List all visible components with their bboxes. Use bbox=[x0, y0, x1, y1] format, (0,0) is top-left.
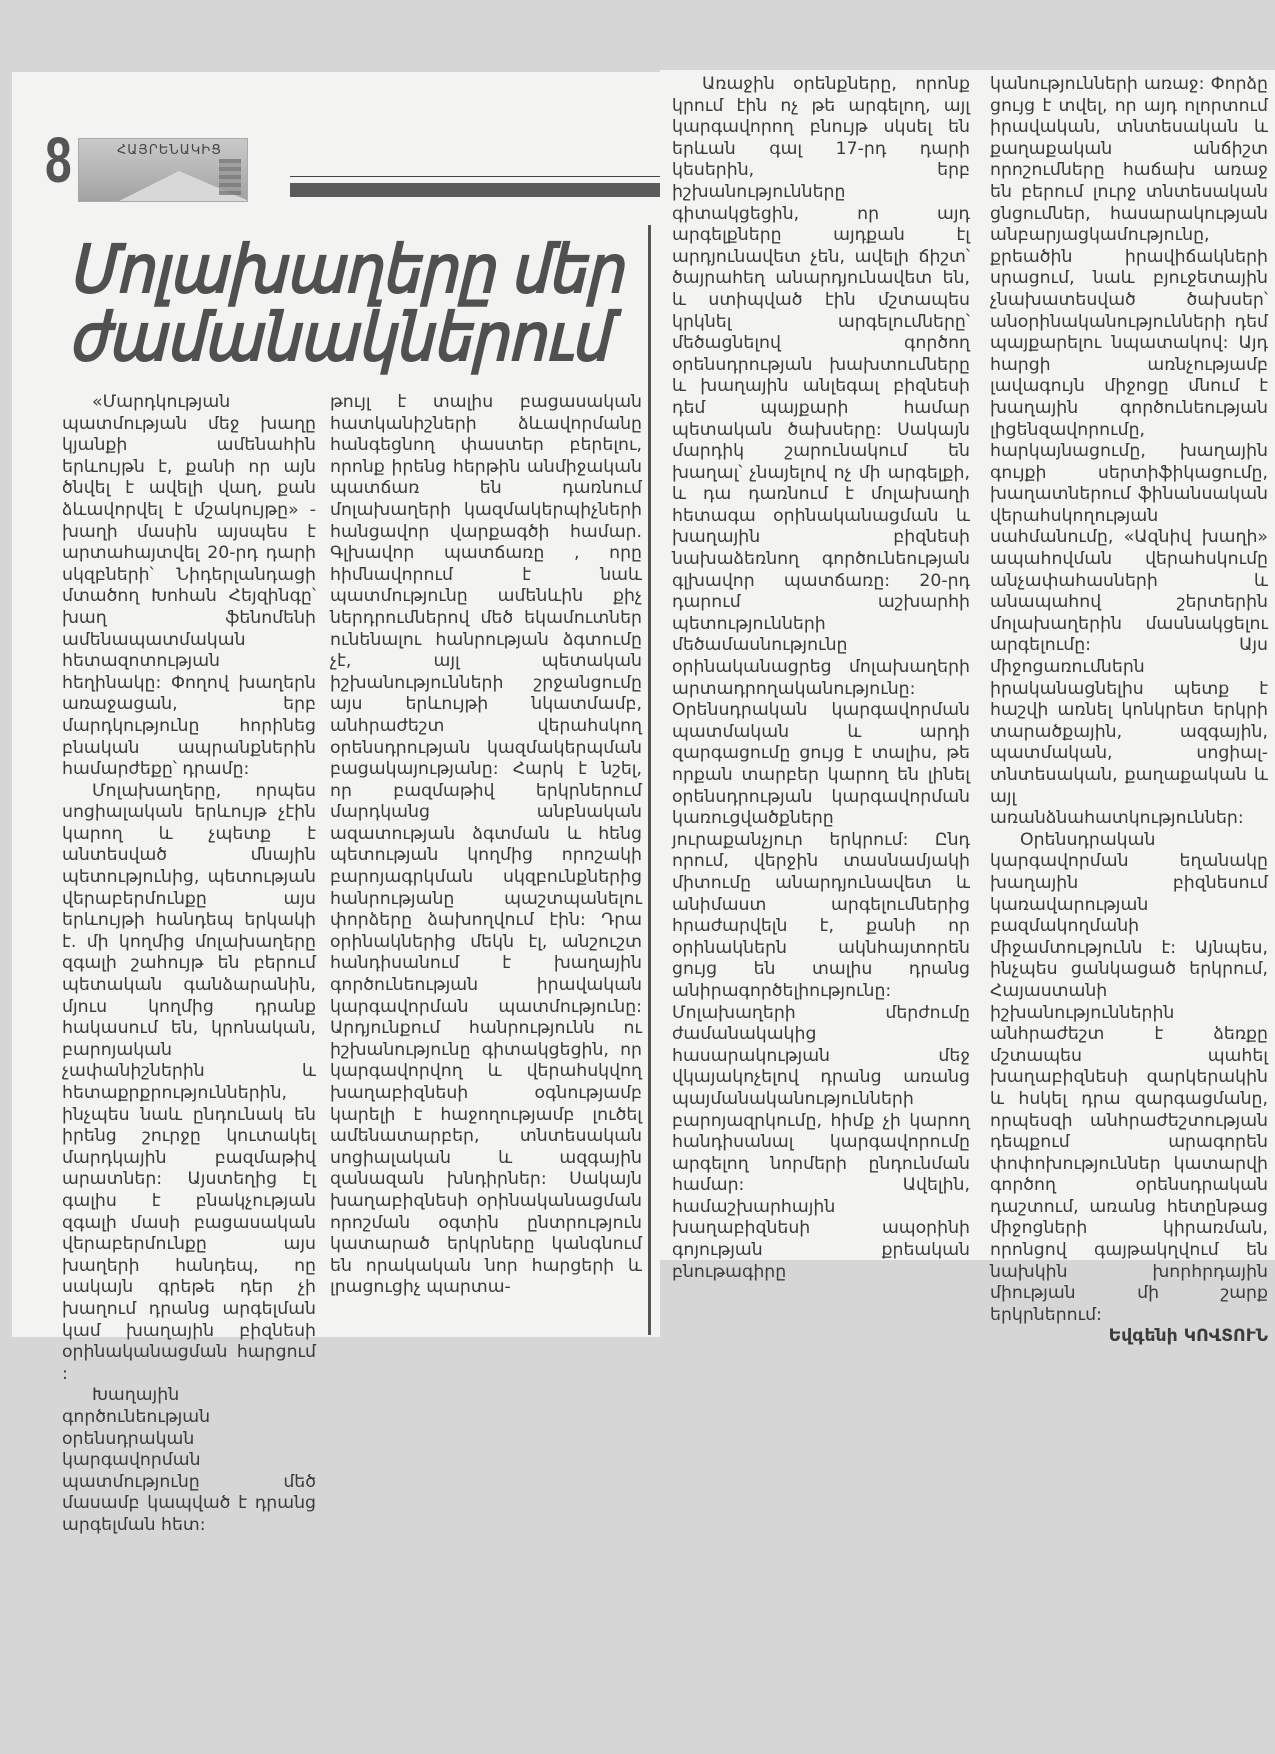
masthead-title: ՀԱՅՐԵՆԱԿԻՑ bbox=[117, 143, 222, 158]
page-number: 8 bbox=[45, 124, 72, 196]
newspaper-masthead bbox=[78, 138, 248, 202]
article-column-1 bbox=[62, 392, 316, 1536]
paragraph: կանությունների առաջ: Փորձը ցույց է տվել, որ այդ ոլորտում իրավական, տնտեսական և քաղաքական անճիշտ որոշումները հաճախ առաջ են բերում լուրջ տնտեսական ցնցումներ, հասարակության անբարյացկամությունը, քրեածին իրավիճակների սրացում, նաև բյուջետային չնախատեսված ծախսեր՝ անօրինականությունների դեմ պայքարելու նպատակով: Այդ հարցի առնչությամբ լավագույն միջոցը մնում է խաղային գործունեության լիցենզավորումը, հարկայնացումը, խաղային գույքի սերտիֆիկացումը, խաղատներում ֆինանսական վերահսկողության սահմանումը, «Ազնիվ խաղի» ապահովման վերահսկումը անչափահասների և անապահով շերտերին մոլախաղերին մասնակցելու արգելումը: Այս միջոցառումներն իրականացնելիս պետք է հաշվի առնել կոնկրետ երկրի տարածքային, ազգային, պատմական, սոցիալ-տնտեսական, քաղաքական և այլ առանձնահատկություններ: bbox=[990, 74, 1268, 829]
paragraph: Մոլախաղերը, որպես սոցիալական երևույթ չէին կարող և չպետք է անտեսված մնային պետությունից, պետության վերաբերմունքը այս երևույթի հանդեպ երկակի է. մի կողմից մոլախաղերը զգալի շահույթ են բերում պետական գանձարանին, մյուս կողմից դրանք հակասում են, կրոնական, բարոյական չափանիշներին և հետաքրքրություններին, ինչպես նաև ընդունակ են իրենց շուրջը կուտակել մարդկային բազմաթիվ արատներ: Այստեղից էլ գալիս է բնակչության զգալի մասի բացասական վերաբերմունքը այս խաղերի հանդեպ, ոը սակայն գրեթե դեր չի խաղում դրանց արգելման կամ խաղային բիզնեսի օրինականացման հարցում : bbox=[62, 780, 316, 1384]
paragraph: Խաղային գործունեության օրենսդրական կարգավորման պատմությունը մեծ մասամբ կապված է դրանց արգելման հետ: bbox=[62, 1385, 316, 1535]
author-signature: Եվգենի ԿՈՎՏՈՒՆ bbox=[1108, 1326, 1268, 1347]
article-column-3 bbox=[672, 74, 970, 1283]
article-column-4 bbox=[990, 74, 1268, 1348]
article-column-2 bbox=[330, 392, 642, 1299]
header-rule-thin bbox=[290, 176, 660, 177]
paragraph: Օրենսդրական կարգավորման եղանակը խաղային բիզնեսում կառավարության բազմակողմանի միջամտությունն է: Այնպես, ինչպես ցանկացած երկրում, Հայաստանի իշխանություններին անհրաժեշտ է ձեռքը մշտապես պահել խաղաբիզնեսի զարկերակին և հսկել դրա զարգացմանը, որպեսզի անհրաժեշտության դեպքում արագորեն փոփոխություններ կատարվի գործող օրենսդրական դաշտում, առանց հետընթաց միջոցների կիրառման, որոնցով գայթակղվում են նախկին խորհրդային միության մի շարք երկրներում: bbox=[990, 829, 1268, 1325]
paragraph: «Մարդկության պատմության մեջ խաղը կյանքի ամենահին երևույթն է, քանի որ այն ծնվել է ավելի վաղ, քան ձևավորվել է մշակույթը» - խաղի մասին այսպես է արտահայտվել 20-րդ դարի սկզբների՝ Նիդերլանդացի մտածող Խոհան Հեյզինգը՝ խաղ ֆենոմենի ամենապատմական հետազոտության հեղինակը: Փողով խաղերն առաջացան, երբ մարդկությունը հորինեց բնական ապրանքներին համարժեքը՝ դրամը: bbox=[62, 392, 316, 780]
ornament-icon bbox=[219, 159, 241, 195]
headline-line-2: ժամանակներում bbox=[68, 300, 608, 374]
paragraph: Առաջին օրենքները, որոնք կրում էին ոչ թե արգելող, այլ կարգավորող բնույթ սկսել են երևան գալ 17-րդ դարի կեսերին, երբ իշխանությունները գիտակցեցին, որ այդ արգելքները այդքան էլ արդյունավետ չեն, ավելի ճիշտ՝ ծայրահեղ անարդյունավետ են, և ստիպված էին մշտապես կրկնել արգելումները՝ մեծացնելով գործող օրենսդրության խախտումները և խաղային անլեգալ բիզնեսի դեմ պայքարի համար պետական ծախսերը: Սակայն մարդիկ շարունակում են խաղալ՝ չնայելով ոչ մի արգելքի, և դա դառնում է մոլախաղի հետագա օրինականացման և խաղային բիզնեսի նախաձեռնող գործունեության գլխավոր պատճառը: 20-րդ դարում աշխարհի պետությունների մեծամասնությունը օրինականացրեց մոլախաղերի արտադրողականությունը: Օրենսդրական կարգավորման պատմական և արդի զարգացումը ցույց է տալիս, թե որքան տարբեր կարող են լինել օրենսդրության կարգավորման կառուցվածքները յուրաքանչյուր երկրում: Ընդ որում, վերջին տասնամյակի միտումը անարդյունավետ և անիմաստ արգելումներից հրաժարվելն է, քանի որ օրինակներն ակնհայտորեն ցույց են տալիս դրանց անիրագործելիությունը: Մոլախաղերի մերժումը ժամանակակից հասարակության մեջ վկայակոչելով դրանց առանց պայմանականությունների բարոյազրկումը, հիմք չի կարող հանդիսանալ կարգավորումը արգելող նորմերի ընդունման համար: Ավելին, համաշխարհային խաղաբիզնեսի ապօրինի գոյության քրեական բնութագիրը bbox=[672, 74, 970, 1282]
column-divider bbox=[648, 225, 651, 1335]
headline-line-1: Մոլախաղերը մեր bbox=[68, 232, 623, 306]
header-rule-thick bbox=[290, 183, 660, 197]
paragraph: թույլ է տալիս բացասական հատկանիշների ձևավորմանը հանգեցնող փաստեր բերելու, որոնք իրենց հերթին անմիջական պատճառ են դառնում մոլախաղերի կազմակերպիչների հանցավոր վարքագծի համար. Գլխավոր պատճառը , որը հիմնավորում է նաև պատմությունը ամենևին քիչ ներդրումներով մեծ եկամուտներ ունենալու հանրության ձգտումը չէ, այլ պետական իշխանությունների շրջանցումը այս երևույթի նկատմամբ, անհրաժեշտ վերահսկող օրենսդրության կազմակերպման բացակայությանը: Հարկ է նշել, որ բազմաթիվ երկրներում մարդկանց անբնական ազատության ձգտման և հենց պետության կողմից որոշակի բարոյագրկման սկզբունքներից հանրությանը պաշտպանելու փորձերը ձախողվում էին: Դրա օրինակներից մեկն էլ, անշուշտ հանդիսանում է խաղային գործունեության իրավական կարգավորման պատմությունը: Արդյունքում հանրությունն ու իշխանությունը գիտակցեցին, որ կարգավորվող և վերահսկվող խաղաբիզնեսի օգնությամբ կարելի է հաջողությամբ լուծել ամենատարբեր, տնտեսական սոցիալական և ազգային զանազան խնդիրներ: Սակայն խաղաբիզնեսի օրինականացման որոշման օգտին ընտրություն կատարած երկրները կանգնում են որակական նոր հարցերի և լրացուցիչ պարտա- bbox=[330, 392, 642, 1298]
